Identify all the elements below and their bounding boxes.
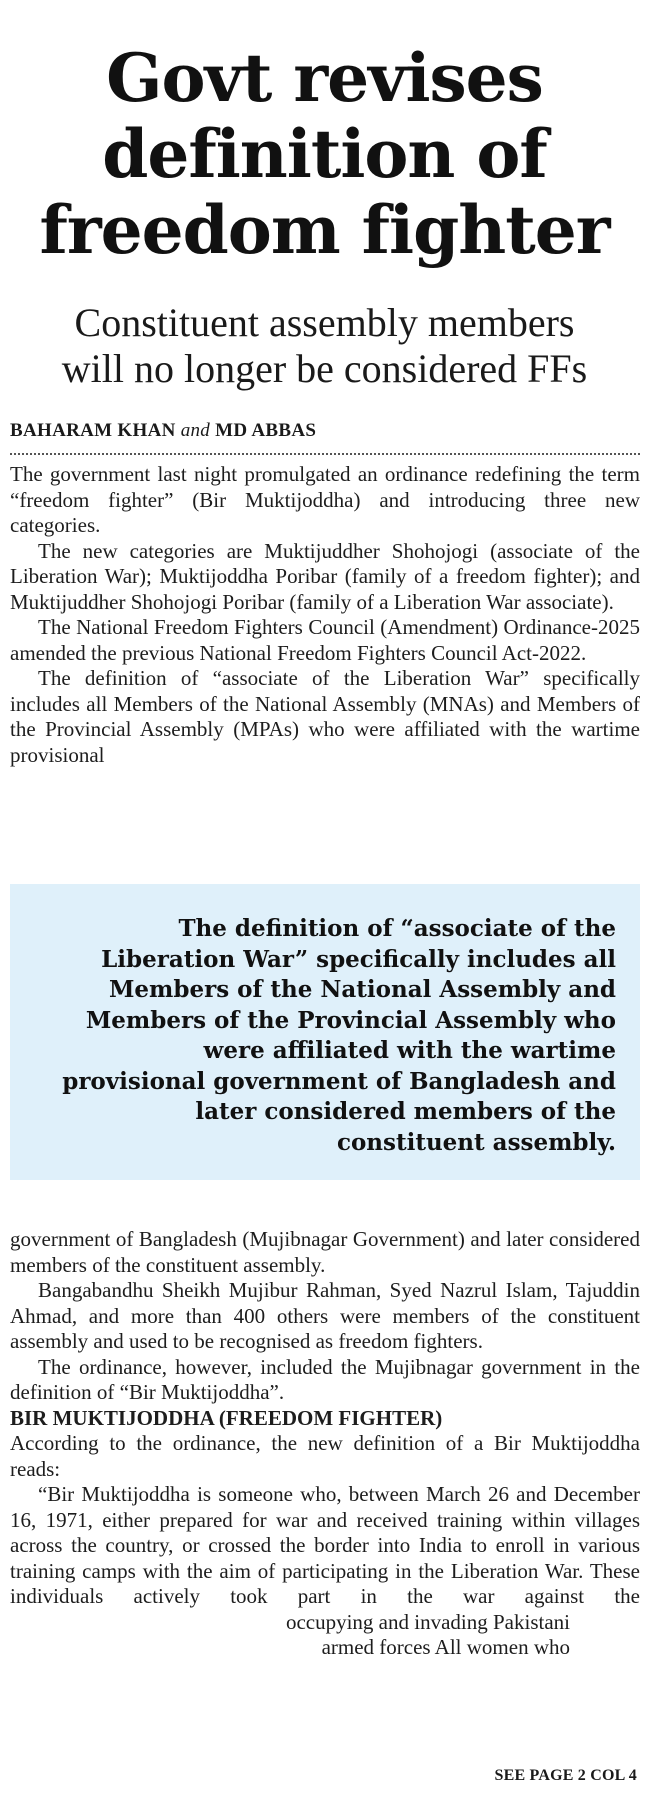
headline-line-3: freedom fighter [39, 191, 610, 269]
paragraph-3: The National Freedom Fighters Council (Amendment) Ordinance-2025 amended the previous National Freedom Fighters Council Act-2022. [10, 615, 640, 665]
paragraph-8: “Bir Muktijoddha is someone who, between March 26 and December 16, 1971, either prepared for war and received training within villages across the country, or crossed the border into India to enroll in various training camps with the aim of participating in the Liberation War. These individuals actively took part in the war against the [10, 1482, 640, 1608]
byline-author-1: BAHARAM KHAN [10, 420, 176, 441]
section-heading: BIR MUKTIJODDHA (FREEDOM FIGHTER) [10, 1405, 443, 1430]
paragraph-8-tail-1: occupying and invading Pakistani [285, 1609, 570, 1634]
byline-author-2: MD ABBAS [215, 420, 317, 441]
continuation-link[interactable]: SEE PAGE 2 COL 4 [494, 1767, 637, 1784]
subheadline-line-2: will no longer be considered FFs [61, 346, 588, 391]
paragraph-6: The ordinance, however, included the Mujibnagar government in the definition of “Bir Muktijoddha”. [10, 1354, 640, 1404]
paragraph-5: Bangabandhu Sheikh Mujibur Rahman, Syed Nazrul Islam, Tajuddin Ahmad, and more than 400 others were members of the constituent assembly and used to be recognised as freedom fighters. [10, 1278, 640, 1353]
byline [10, 420, 640, 442]
paragraph-4: The definition of “associate of the Liberation War” specifically includes all Members of the National Assembly (MNAs) and Members of the Provincial Assembly (MPAs) who were affiliated with the wartime provisional [10, 666, 640, 767]
pull-quote-text: The definition of “associate of the Liberation War” specifically includes all Members of the National Assembly and Members of the Provincial Assembly who were affiliated with the wartime provisional government of Bangladesh and later considered members of the constituent assembly. [62, 915, 616, 1156]
subheadline [0, 300, 649, 392]
paragraph-8-tail-2: armed forces All women who [321, 1635, 570, 1659]
pull-quote-box [10, 884, 640, 1180]
byline-divider [10, 453, 640, 455]
headline [0, 40, 649, 268]
article-body-top [10, 462, 640, 768]
headline-line-2: definition of [102, 115, 547, 193]
subheadline-line-1: Constituent assembly members [74, 300, 575, 345]
paragraph-2: The new categories are Muktijuddher Shohojogi (associate of the Liberation War); Muktijoddha Poribar (family of a freedom fighter); and Muktijuddher Shohojogi Poribar (family of a Liberation War associate). [10, 538, 640, 614]
headline-line-1: Govt revises [106, 39, 543, 117]
byline-conjunction: and [180, 420, 211, 441]
paragraph-4-continued: government of Bangladesh (Mujibnagar Government) and later considered members of the constituent assembly. [10, 1227, 640, 1277]
paragraph-1: The government last night promulgated an ordinance redefining the term “freedom fighter” (Bir Muktijoddha) and introducing three new categories. [10, 462, 640, 537]
paragraph-7: According to the ordinance, the new definition of a Bir Muktijoddha reads: [10, 1431, 640, 1481]
article-body-bottom [10, 1227, 640, 1661]
